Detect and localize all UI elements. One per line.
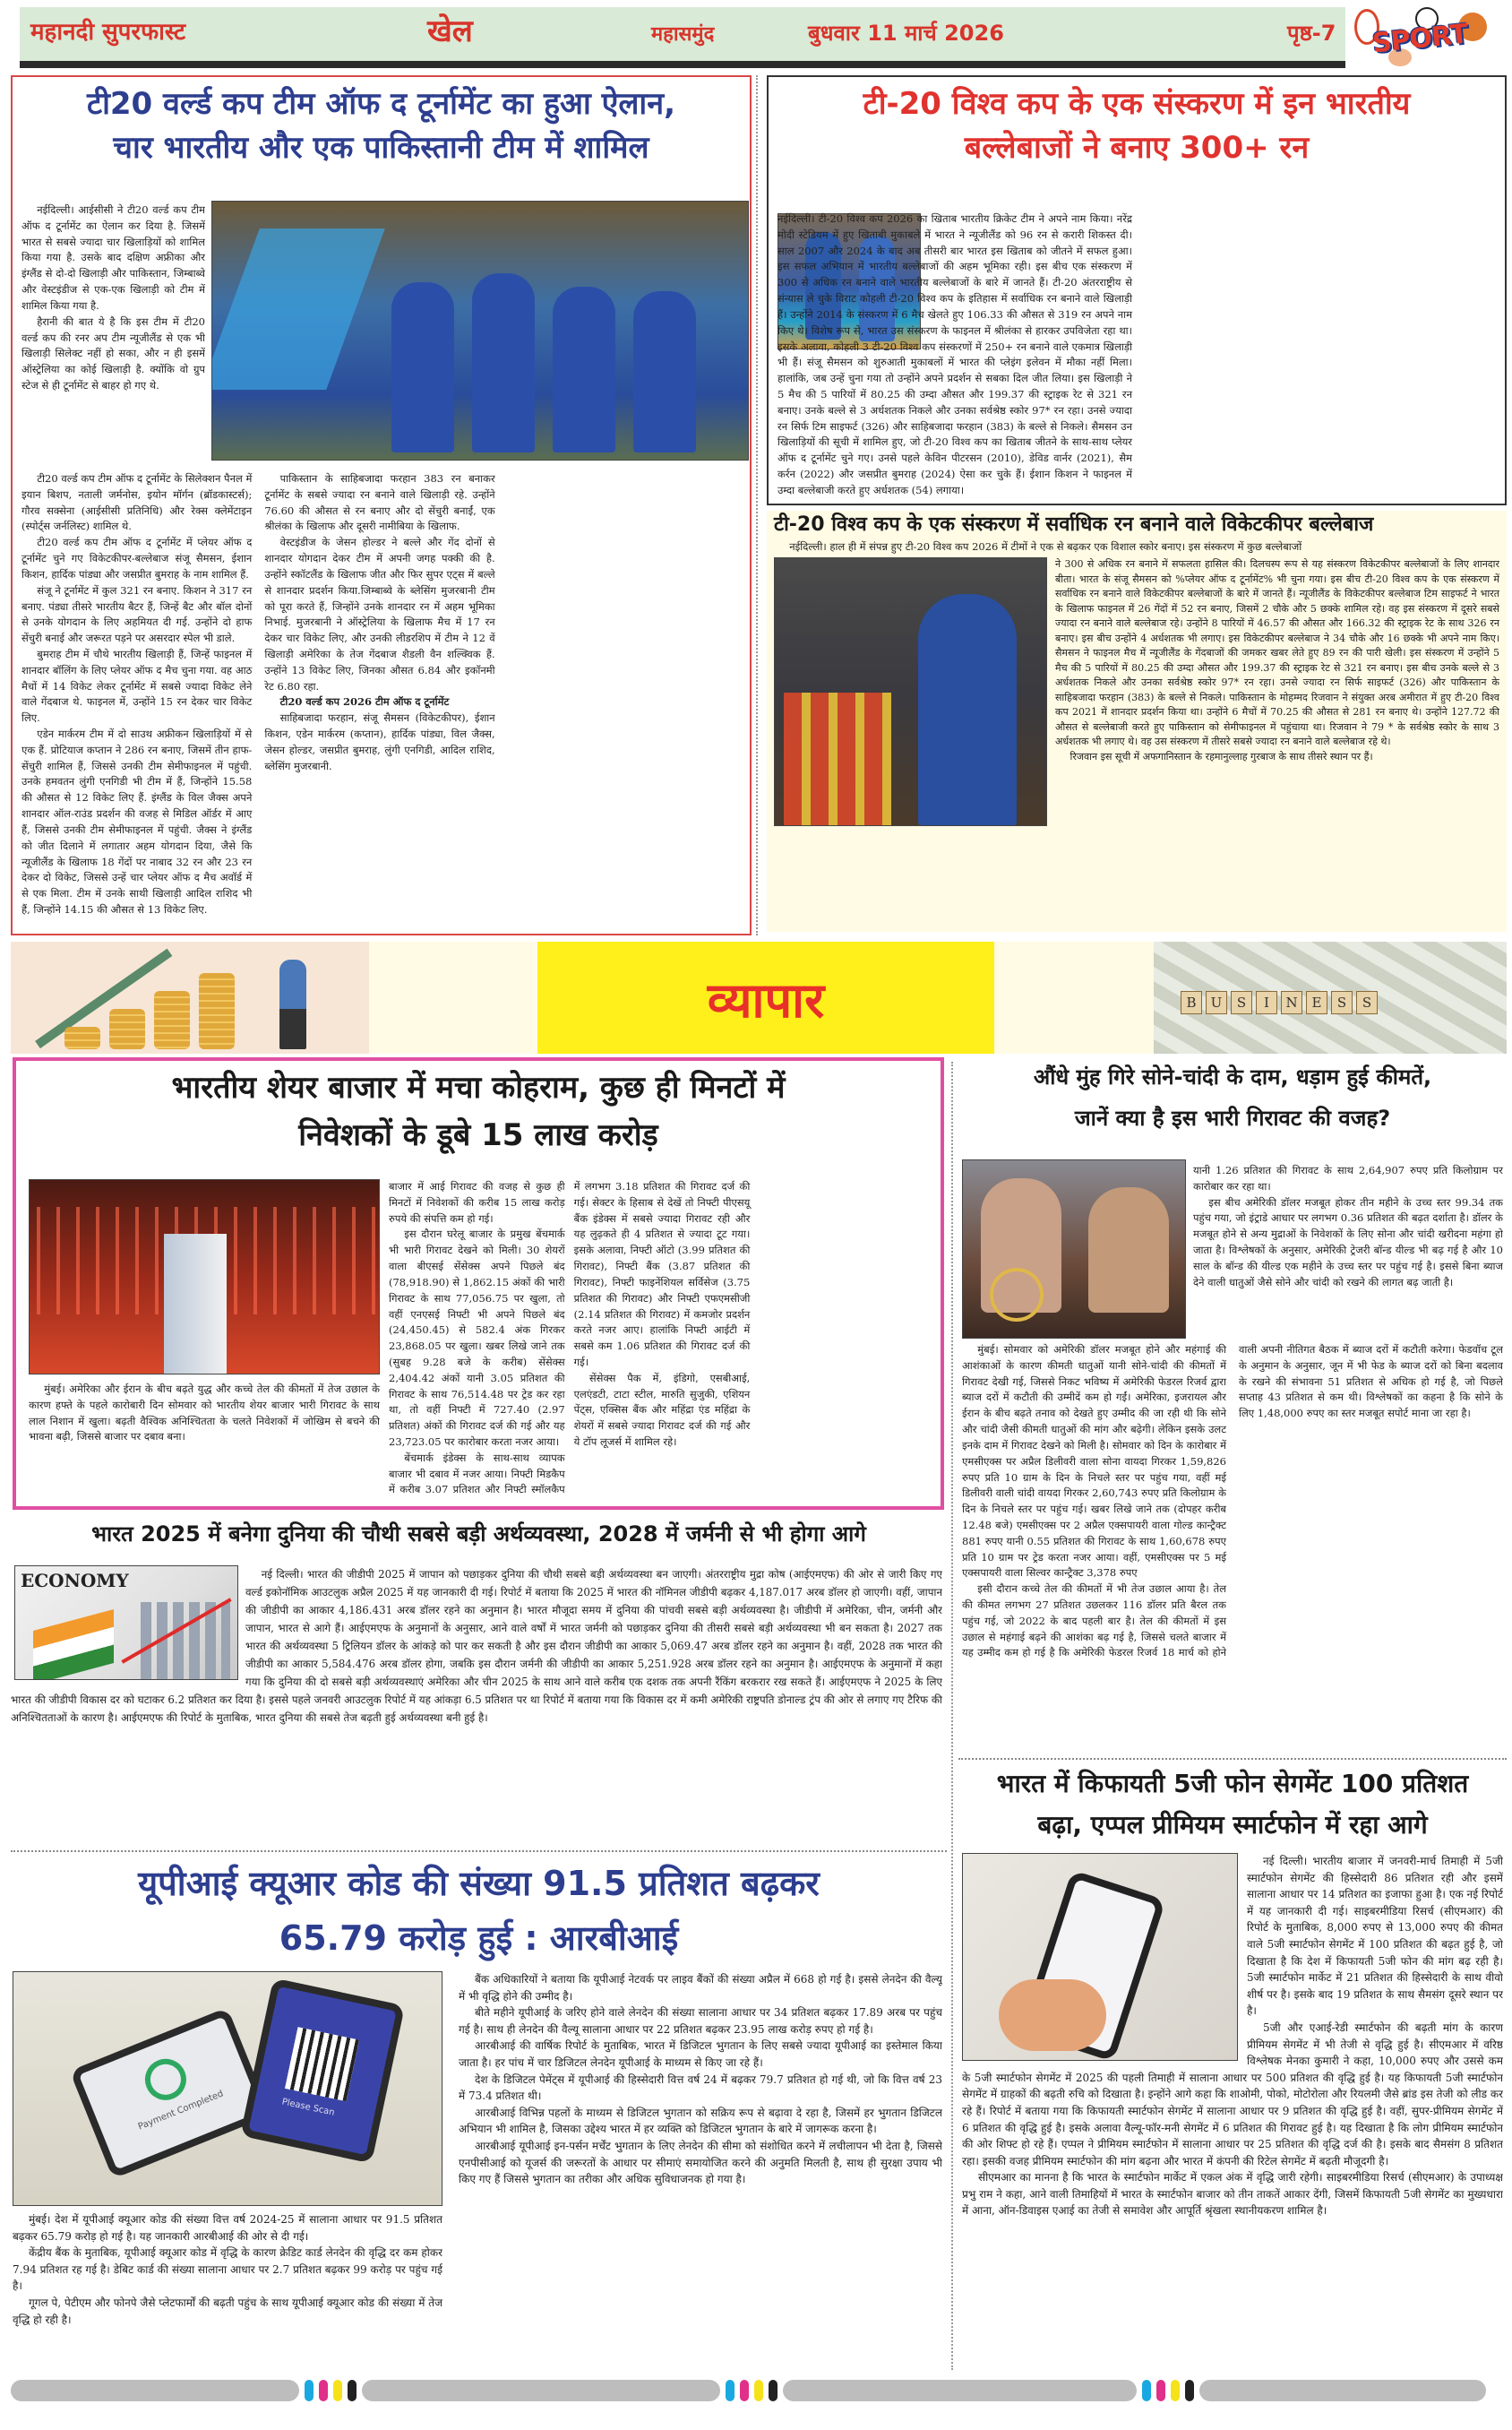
paragraph: ने 300 से अधिक रन बनाने में सफलता हासिल की। दिलचस्प रूप से यह संस्करण विकेटकीपर बल्लेबाजों के लिए शानदार बीता। भारत के संजू सैमसन को %प्लेयर ऑफ द टूर्नामेंट% भी चुना गया। इस बीच टी-20 विश्व कप के एक संस्करण में सर्वाधिक रन बनाने वाले विकेटकीपर बल्लेबाजों के बारे में जानते हैं। न्यूजीलैंड के विकेटकीपर बल्लेबाज टिम साइफर्ट ने भारत के खिलाफ फाइनल में 26 गेंदों में 52 रन बनाए, जिसमें 2 चौके और 5 छक्के शामिल रहे। वह इस संस्करण में दूसरे सबसे ज्यादा रन बनाने वाले बल्लेबाज रहे। उन्होंने 8 पारियों में 46.57 की औसत और 166.32 की स्ट्राइक रेट के साथ 326 रन बनाए। इस बीच उन्होंने 4 अर्धशतक भी लगाए। इस विकेटकीपर बल्लेबाज ने 34 चौके और 16 छक्के भी अपने नाम किए। सैमसन ने फाइनल मैच में न्यूजीलैंड के गेंदबाजों की जमकर खबर लेते हुए 89 रन की पारी खेली। इस संस्करण में उन्होंने 5 मैच की 5 पारियों में 80.25 की उम्दा औसत और 199.37 की स्ट्राइक रेट से 321 रन बनाए। इस बीच उनके बल्ले से 3 अर्धशतक निकले और उनका सर्वश्रेष्ठ स्कोर 97* रन रहा। उनसे ज्यादा रन सिर्फ साइफर्ट (326) और पाकिस्तान के साहिबजादा फरहान (383) के बल्ले से निकले। पाकिस्तान के मोहम्मद रिजवान ने संयुक्त अरब अमीरात में हुए टी-20 विश्व कप 2021 में शानदार प्रदर्शन किया था। उन्होंने 6 मैचों में 70.25 की औसत से 281 रन बनाए थे। उन्होंने 127.72 की औसत से बल्लेबाजी करते हुए पाकिस्तान को सेमीफाइनल में पहुंचाया था। रिजवान ने 79 * के सर्वश्रेष्ठ स्कोर के साथ 3 अर्धशतक भी लगाए थे। वह उस संस्करण में तीसरे सबसे ज्यादा रन बनाने वाले बल्लेबाज रहे थे। [1055, 558, 1499, 747]
article-5g-phones [958, 1763, 1507, 2359]
newspaper-name: महानदी सुपरफास्ट [30, 19, 186, 46]
black-mark [348, 2380, 357, 2401]
article-lead: मुंबई। अमेरिका और ईरान के बीच बढ़ते युद्ध और कच्चे तेल की कीमतों में तेज उछाल के कारण हफ्ते के पहले कारोबारी दिन सोमवार को भारतीय शेयर बाजार भारी गिरावट के साथ लाल निशान में खुला। बढ़ती वैश्विक अनिश्चितता के चलते निवेशकों में जोखिम से बचने की भावना बढ़ी, जिससे बाजार पर दबाव बना। [29, 1383, 380, 1443]
coins-growth-illustration [11, 942, 369, 1054]
photo-float-spacer [962, 1853, 1247, 2064]
registration-bar [783, 2380, 1137, 2401]
article-t20-team [11, 75, 752, 935]
article-economy [11, 1519, 947, 1850]
yellow-mark [754, 2380, 763, 2401]
players-figure [472, 273, 535, 452]
businessman-figure [279, 960, 306, 1049]
economy-label: ECONOMY [21, 1570, 129, 1591]
phone-qr-scan [240, 1978, 405, 2163]
paragraph: सीएमआर का मानना है कि भारत के स्मार्टफोन मार्केट में एकल अंक में वृद्धि जारी रहेगी। साइबरमीडिया रिसर्च (सीएमआर) के उपाध्यक्ष प्रभु राम ने कहा, आने वाली तिमाहियों में भारत के स्मार्टफोन बाजार को तीन ताकतें आकार देंगी, जिसमें किफायती 5जी सेगमेंट का मुख्यधारा में आना, ऑन-डिवाइस एआई का तेजी से समावेश और आपूर्ति श्रृंखला स्थानीयकरण शामिल है। [962, 2171, 1503, 2218]
team-celebration-photo [211, 201, 749, 461]
article-body [777, 211, 1499, 500]
article-headline [16, 1064, 941, 1159]
article-gold-silver [958, 1057, 1507, 1667]
sport-logo-text: SPORT [1370, 18, 1469, 60]
paragraph: यानी 1.26 प्रतिशत की गिरावट के साथ 2,64,907 रुपए प्रति किलोग्राम पर कारोबार कर रहा था। [1193, 1164, 1503, 1193]
article-headline [11, 1857, 947, 1966]
magenta-mark [319, 2380, 328, 2401]
paragraph: साहिबजादा फरहान, संजू सैमसन (विकेटकीपर), ईशान किशन, एडेन मार्करम (कप्तान), हार्दिक पांड्या, विल जैक्स, जेसन होल्डर, जसप्रीत बुमराह, लुंगी एनगिडी, आदिल राशिद, ब्लेसिंग मुजरबानी. [264, 711, 495, 772]
paragraph: टी20 वर्ल्ड कप 2026 टीम ऑफ द टूर्नामेंट [279, 695, 450, 709]
paragraph: पाकिस्तान के साहिबजादा फरहान 383 रन बनाकर टूर्नामेंट के सबसे ज्यादा रन बनाने वाले खिलाड़ी रहे. उन्होंने 76.60 की औसत से रन बनाए और दो सेंचुरी बनाईं, एक श्रीलंका के खिलाफ और दूसरी नामीबिया के खिलाफ. [264, 472, 495, 533]
section-divider [11, 1850, 947, 1852]
jewellery-shop-photo [962, 1159, 1186, 1339]
cyan-mark [726, 2380, 735, 2401]
paragraph: देश के डिजिटल पेमेंट्स में यूपीआई की हिस्सेदारी वित्त वर्ष 24 में बढ़कर 79.7 प्रतिशत हो गई थी, जो कि वित्त वर्ष 23 में 73.4 प्रतिशत थी। [459, 2072, 942, 2103]
article-body [11, 1565, 942, 1848]
column-divider [756, 75, 758, 935]
letter-tile: N [1281, 991, 1302, 1014]
headline-line: टी-20 विश्व कप के एक संस्करण में इन भारतीय [863, 86, 1411, 122]
paragraph: नई दिल्ली। भारतीय बाजार में जनवरी-मार्च तिमाही में 5जी स्मार्टफोन सेगमेंट की हिस्सेदारी 86 प्रतिशत रही और इसमें सालाना आधार पर 14 प्रतिशत का इजाफा हुआ है। एक नई रिपोर्ट में यह जानकारी दी गई। साइबरमीडिया रिसर्च (सीएमआर) की रिपोर्ट के मुताबिक, 8,000 रुपए से 13,000 रुपए की कीमत वाले 5जी स्मार्टफोन सेगमेंट में 100 प्रतिशत की बढ़त हुई है, जो दिखाता है कि देश में किफायती 5जी फोन की मांग बढ़ रही है। 5जी स्मार्टफोन मार्केट में 21 प्रतिशत की हिस्सेदारी के साथ वीवो शीर्ष पर है। इसके बाद 19 प्रतिशत के साथ सैमसंग दूसरे स्थान पर है। [1247, 1855, 1503, 2018]
players-figure [391, 282, 454, 452]
registration-bar [362, 2380, 720, 2401]
paragraph: बाजार में आई गिरावट की वजह से कुछ ही मिनटों में निवेशकों की करीब 15 लाख करोड़ रुपये की संपत्ति कम हो गई। [389, 1180, 565, 1225]
article-stock-market [13, 1057, 944, 1510]
paragraph: गूगल पे, पेटीएम और फोनपे जैसे प्लेटफार्मों की बढ़ती पहुंच के साथ यूपीआई क्यूआर कोड की संख्या में तेज वृद्धि हो रही है। [13, 2296, 442, 2326]
paragraph: रिजवान इस सूची में अफगानिस्तान के रहमानुल्लाह गुरबाज के साथ तीसरे स्थान पर हैं। [1070, 750, 1373, 763]
article-lead [13, 2211, 442, 2355]
paragraph: बुमराह टीम में चौथे भारतीय खिलाड़ी हैं, जिन्हें फाइनल में शानदार बॉलिंग के लिए प्लेयर ऑफ द मैच चुना गया. वह आठ मैचों में 14 विकेट लेकर टूर्नामेंट में सबसे ज्यादा विकेट लेने वाले गेंदबाज थे. फाइनल में, उन्होंने 15 रन देकर चार विकेट लिए. [21, 647, 253, 725]
headline-line: टी20 वर्ल्ड कप टीम ऑफ द टूर्नामेंट का हुआ ऐलान, [86, 86, 676, 122]
letter-tile: S [1231, 991, 1252, 1014]
article-body [21, 202, 205, 471]
section-divider [958, 1758, 1507, 1760]
article-body [459, 1971, 942, 2355]
headline-line: 65.79 करोड़ हुई : आरबीआई [279, 1917, 679, 1958]
yellow-mark [333, 2380, 342, 2401]
headline-line: निवेशकों के डूबे 15 लाख करोड़ [298, 1116, 658, 1153]
trophy-stage-graphic [211, 228, 385, 390]
coin-stack-icon [64, 1027, 100, 1049]
paragraph: इसी दौरान कच्चे तेल की कीमतों में भी तेज उछाल आया है। तेल की कीमत लगभग 27 प्रतिशत उछलकर 116 डॉलर प्रति बैरल तक पहुंच गई, जो 2022 के बाद पहली बार है। तेल की कीमतों में इस उछाल से महंगाई बढ़ने की आशंका बढ़ गई है, जिससे चलते बाजार में यह उम्मीद कम हो गई है कि अमेरिकी फेडरल रिजर्व 18 मार्च को होने वाली अपनी नीतिगत बैठक में ब्याज दरों में कटौती करेगा। फेडवॉच टूल के अनुमान के अनुसार, जून में भी फेड के ब्याज दरों को बिना बदलाव के रखने की संभावना 51 प्रतिशत से अधिक हो गई है, जो पिछले सप्ताह 43 प्रतिशत से कम थी। विश्लेषकों का कहना है कि सोने के लिए 1,48,000 रुपए का स्तर मजबूत सपोर्ट माना जा रहा है। [962, 1343, 1503, 1659]
paragraph: इस दौरान घरेलू बाजार के प्रमुख बेंचमार्क भी भारी गिरावट देखने को मिली। 30 शेयरों वाला बीएसई सेंसेक्स अपने पिछले बंद (78,918.90) से 1,862.15 अंकों की भारी गिरावट के साथ 77,056.75 पर खुला, तो वहीं एनएसई निफ्टी भी अपने पिछले बंद (24,450.45) से 582.4 अंक गिरकर 23,868.05 पर खुला। खबर लिखे जाने तक (सुबह 9.28 बजे के करीब) सेंसेक्स 2,404.42 अंकों यानी 3.05 प्रतिशत की गिरावट के साथ 76,514.48 पर ट्रेड कर रहा था, तो वहीं निफ्टी में 727.40 (2.97 प्रतिशत) अंकों की गिरावट दर्ज की गई और यह 23,723.05 पर कारोबार करता नजर आया। [389, 1228, 565, 1448]
paragraph: बेंचमार्क इंडेक्स के साथ-साथ व्यापक बाजार भी दबाव में नजर आया। निफ्टी मिडकैप में करीब 3.07 प्रतिशत और निफ्टी स्मॉलकैप में लगभग 3.18 प्रतिशत की गिरावट दर्ज की गई। सेक्टर के हिसाब से देखें तो निफ्टी पीएसयू बैंक इंडेक्स में सबसे ज्यादा गिरावट रही और यह लुढ़कते ही 4 प्रतिशत से ज्यादा टूट गया। इसके अलावा, निफ्टी ऑटो (3.99 प्रतिशत की गिरावट), निफ्टी बैंक (3.87 प्रतिशत की गिरावट), निफ्टी फाइनेंशियल सर्विसेज (3.75 प्रतिशत की गिरावट) और निफ्टी एफएमसीजी (2.14 प्रतिशत की गिरावट) में कमजोर प्रदर्शन करते नजर आए। हालांकि निफ्टी आईटी में सबसे कम 1.06 प्रतिशत की गिरावट दर्ज की गई। [389, 1180, 751, 1496]
paragraph: मुंबई। सोमवार को अमेरिकी डॉलर मजबूत होने और महंगाई की आशंकाओं के कारण कीमती धातुओं यानी सोने-चांदी की कीमतों में गिरावट देखी गई, जिससे निकट भविष्य में अमेरिकी फेडरल रिजर्व द्वारा ब्याज दरों में कटौती की उम्मीदें कम हो गईं। अमेरिका, इजरायल और ईरान के बीच बढ़ते तनाव को देखते हुए उम्मीद की जा रही थी कि सोने और चांदी जैसी कीमती धातुओं की मांग और बढ़ेगी। लेकिन इसके उलट इनके दाम में गिरावट देखने को मिली है। सोमवार को दिन के कारोबार में एमसीएक्स पर अप्रैल डिलीवरी वाला सोना वायदा गिरकर 1,59,826 रुपए प्रति 10 ग्राम के दिन के निचले स्तर पर पहुंच गया, वहीं मई डिलीवरी वाली चांदी वायदा गिरकर 2,60,743 रुपए प्रति किलोग्राम के दिन के निचले स्तर पर पहुंच गई। खबर लिखे जाने तक (दोपहर करीब 12.48 बजे) एमसीएक्स पर 2 अप्रैल एक्सपायरी वाला गोल्ड कान्ट्रैक्ट 881 रुपए यानी 0.55 प्रतिशत की गिरावट के साथ 1,60,678 रुपए प्रति 10 ग्राम पर ट्रेड करता नजर आया। वहीं, एमसीएक्स पर 5 मई एक्सपायरी वाला सिल्वर कान्ट्रैक्ट 3,378 रुपए [962, 1343, 1226, 1580]
paragraph: टी20 वर्ल्ड कप टीम ऑफ द टूर्नामेंट के सिलेक्शन पैनल में इयान बिशप, नताली जर्मनोस, इयोन मॉर्गन (ब्रॉडकास्टर्स); गौरव सक्सेना (आईसीसी प्रतिनिधि) और रेक्स क्लेमेंटाइन (स्पोर्ट्स जर्नलिस्ट) शामिल थे. [21, 472, 253, 533]
sport-logo [1353, 4, 1505, 68]
cyan-mark [305, 2380, 314, 2401]
article-body-columns [21, 471, 738, 928]
article-body [389, 1179, 935, 1507]
letter-tile: S [1331, 991, 1353, 1014]
photo-float-spacer [11, 1565, 245, 1682]
print-registration-strip [11, 2380, 1507, 2401]
paragraph: नईदिल्ली। आईसीसी ने टी20 वर्ल्ड कप टीम ऑफ द टूर्नामेंट का ऐलान कर दिया है. जिसमें भारत से सबसे ज्यादा चार खिलाड़ियों को शामिल किया गया है. उसके बाद दक्षिण अफ्रीका और इंग्लैंड से दो-दो खिलाड़ी और पाकिस्तान, जिम्बाब्वे और वेस्टइंडीज से एक-एक खिलाड़ी को टीम में शामिल किया गया है. [21, 203, 205, 312]
masthead-rule [20, 61, 1345, 68]
paragraph: आरबीआई की वार्षिक रिपोर्ट के मुताबिक, भारत में डिजिटल भुगतान के लिए सबसे ज्यादा यूपीआई का इस्तेमाल किया जाता है। हर पांच में चार डिजिटल लेनदेन यूपीआई के माध्यम से किए जा रहे हैं। [459, 2039, 942, 2069]
letter-tile: U [1206, 991, 1227, 1014]
headline-line: भारत में किफायती 5जी फोन सेगमेंट 100 प्रतिशत [996, 1769, 1469, 1798]
article-300-runs [767, 75, 1507, 505]
upi-payment-photo [13, 1971, 442, 2206]
paragraph: नईदिल्ली। टी-20 विश्व कप 2026 का खिताब भारतीय क्रिकेट टीम ने अपने नाम किया। नरेंद्र मोदी स्टेडियम में हुए खिताबी मुकाबले में भारत ने न्यूजीलैंड को 96 रन से करारी शिकस्त दी। साल 2007 और 2024 के बाद अब तीसरी बार भारत इस खिताब को जीतने में सफल हुआ। इस सफल अभियान में भारतीय बल्लेबाजों की अहम भूमिका रही। इस बीच एक संस्करण में 300 से अधिक रन बनाने वाले भारतीय बल्लेबाजों के बारे में जानते हैं। टी-20 अंतरराष्ट्रीय से संन्यास ले चुके विराट कोहली टी-20 विश्व कप के इतिहास में सर्वाधिक रन बनाने वाले खिलाड़ी हैं। उन्होंने 2014 के संस्करण में 6 मैच खेलते हुए 106.33 की औसत से 319 रन अपने नाम किए थे। विशेष रूप से, भारत उस संस्करण के फाइनल में श्रीलंका से हारकर उपविजेता रहा था। इसके अलावा, कोहली 3 टी-20 विश्व कप संस्करणों में 250+ रन बनाने वाले एकमात्र खिलाड़ी भी हैं। संजू सैमसन को शुरुआती मुकाबलों में भारत की प्लेइंग इलेवन में मौका नहीं मिला। हालांकि, जब उन्हें चुना गया तो उन्होंने अपने प्रदर्शन से सबका दिल जीत लिया। इस खिलाड़ी ने 5 मैच की 5 पारियों में 80.25 की उम्दा औसत और 199.37 की स्ट्राइक रेट से 321 रन बनाए। उनके बल्ले से 3 अर्धशतक निकले और उनका सर्वश्रेष्ठ स्कोर 97* रन रहा। उनसे ज्यादा रन सिर्फ टिम साइफर्ट (326) और साहिबजादा फरहान (383) के बल्ले से निकले। सैमसन उन खिलाड़ियों की सूची में शामिल हुए, जो टी-20 विश्व कप का खिताब जीतने के साथ-साथ प्लेयर ऑफ द टूर्नामेंट चुने गए। उनसे पहले केविन पीटरसन (2010), डेविड वार्नर (2021), सैम कर्रन (2022) और जसप्रीत बुमराह (2024) ऐसा कर चुके हैं। ईशान किशन ने फाइनल में उम्दा बल्लेबाजी करते हुए अर्धशतक (54) लगाया। [777, 212, 1132, 496]
cyan-mark [1142, 2380, 1151, 2401]
paragraph: इस बीच अमेरिकी डॉलर मजबूत होकर तीन महीने के उच्च स्तर 99.34 तक पहुंच गया, जो इंट्राडे आधार पर लगभग 0.36 प्रतिशत की बढ़त दर्शाता है। डॉलर के मजबूत होने से अन्य मुद्राओं के निवेशकों के लिए सोना और चांदी खरीदना महंगा हो जाता है। विश्लेषकों के अनुसार, अमेरिकी ट्रेजरी बॉन्ड यील्ड भी बढ़ गई है और 10 साल के बॉन्ड की यील्ड एक महीने के उच्च स्तर पर पहुंच गई है। इससे बिना ब्याज देने वाली धातुओं जैसे सोने और चांदी को रखने की लागत बढ़ जाती है। [1193, 1195, 1503, 1288]
qr-code-icon [285, 2027, 359, 2101]
woman-figure [1088, 1187, 1169, 1313]
paragraph: 5जी और एआई-रेडी स्मार्टफोन की बढ़ती मांग के कारण प्रीमियम सेगमेंट में भी तेजी से वृद्धि हुई है। सीएमआर में वरिष्ठ विश्लेषक मेनका कुमारी ने कहा, 10,000 रुपए और उससे कम के 5जी स्मार्टफोन सेगमेंट में 2025 की पहली तिमाही में सालाना आधार पर 500 प्रतिशत की वृद्धि हुई है। यह किफायती 5जी स्मार्टफोन सेगमेंट में ग्राहकों की बढ़ती रुचि को दिखाता है। इन्होंने आगे कहा कि शाओमी, पोको, मोटोरोला और रियलमी जैसे ब्रांड इस तेजी को लीड कर रहे हैं। रिपोर्ट में बताया गया कि किफायती स्मार्टफोन सेगमेंट में सालाना आधार पर 9 प्रतिशत की वृद्धि हुई है। वहीं, सुपर-प्रीमियम सेगमेंट में 6 प्रतिशत की वृद्धि हुई है। इसके अलावा वैल्यू-फॉर-मनी सेगमेंट में 6 प्रतिशत की गिरावट हुई है। यह दिखाता है कि लोग प्रीमियम स्मार्टफोन की ओर शिफ्ट हो रहे हैं। एप्पल ने प्रीमियम स्मार्टफोन में सालाना आधार पर 25 प्रतिशत की वृद्धि दर्ज की है। इसके बाद सैमसंग 8 प्रतिशत रहा। इसकी वजह प्रीमियम स्मार्टफोन की मांग बढ़ना और भारत में कंपनी की रिटेल सेगमेंट में बढ़ती मौजूदगी है। [962, 2021, 1503, 2167]
article-body [962, 1342, 1503, 1663]
article-upi-qr [11, 1857, 947, 2358]
paragraph: बैंक अधिकारियों ने बताया कि यूपीआई नेटवर्क पर लाइव बैंकों की संख्या अप्रैल में 668 हो गई है। इससे लेनदेन की वैल्यू में भी वृद्धि होने की उम्मीद है। [459, 1973, 942, 2003]
article-lead: नईदिल्ली। हाल ही में संपन्न हुए टी-20 विश्व कप 2026 में टीमों ने एक से बढ़कर एक विशाल स्कोर बनाए। इस संस्करण में कुछ बल्लेबाजों [789, 539, 1302, 553]
article-body-right [1193, 1163, 1503, 1339]
article-body [774, 557, 1499, 926]
paragraph: बीते महीने यूपीआई के जरिए होने वाले लेनदेन की संख्या सालाना आधार पर 34 प्रतिशत बढ़कर 17.89 अरब पर पहुंच गई है। साथ ही लेनदेन की वैल्यू सालाना आधार पर 22 प्रतिशत बढ़कर 23.95 लाख करोड़ रुपए हो गई है। [459, 2006, 942, 2036]
phone-payment-completed [70, 2007, 271, 2179]
coin-stack-icon [109, 1009, 145, 1049]
article-headline [958, 1057, 1507, 1139]
headline-line: बल्लेबाजों ने बनाए 300+ रन [964, 130, 1310, 167]
column-divider [951, 1062, 953, 2370]
paragraph: नई दिल्ली। भारत की जीडीपी 2025 में जापान को पछाड़कर दुनिया की चौथी सबसे बड़ी अर्थव्यवस्था बन जाएगी। अंतरराष्ट्रीय मुद्रा कोष (आईएमएफ) की ओर से जारी किए गए वर्ल्ड इकोनॉमिक आउटलुक अप्रैल 2025 में यह जानकारी दी गई। रिपोर्ट में बताया कि 2025 में भारत की नॉमिनल जीडीपी बढ़कर 4,187.017 अरब डॉलर हो जाएगी। वहीं, जापान की जीडीपी का आकार 4,186.431 अरब डॉलर रहने का अनुमान है। भारत मौजूदा समय में दुनिया की पांचवी सबसे बड़ी अर्थव्यवस्था है। जीडीपी में अमेरिका, चीन, जर्मनी और जापान, भारत से आगे हैं। आईएमएफ के अनुमानों के अनुसार, आने वाले वर्षों में भारत जर्मनी को पछाड़कर दुनिया की तीसरी सबसे बड़ी अर्थव्यवस्था भी बन सकता है। 2027 तक भारत की अर्थव्यवस्था 5 ट्रिलियन डॉलर के आंकड़े को पार कर सकती है और इस दौरान जीडीपी का आकार 5,069.47 अरब डॉलर रहने का अनुमान है। वहीं, 2028 तक भारत की जीडीपी का आकार 5,584.476 अरब डॉलर होगा, जबकि इस दौरान जर्मनी की जीडीपी का आकार 5,251.928 अरब डॉलर रहने का अनुमान है। आईएमएफ के अनुमानों में कहा गया कि दुनिया की दो सबसे बड़ी अर्थव्यवस्थाएं अमेरिका और चीन 2025 के साथ आने वाले करीब एक दशक तक अपनी रैंकिंग बरकरार रख सकते हैं। आईएमएफ ने 2025 के लिए भारत की जीडीपी विकास दर को घटाकर 6.2 प्रतिशत कर दिया है। इससे पहले जनवरी आउटलुक रिपोर्ट में यह आंकड़ा 6.5 प्रतिशत पर था रिपोर्ट में बताया गया कि विकास दर में कमी अमेरिकी राष्ट्रपति डोनाल्ड ट्रंप की ओर से लगाए गए टैरिफ की अनिश्चितताओं के कारण है। आईएमएफ की रिपोर्ट के मुताबिक, भारत दुनिया की सबसे तेज बढ़ती हुई अर्थव्यवस्था बनी हुई है। [11, 1568, 942, 1725]
registration-bar [1199, 2380, 1486, 2401]
business-title-text: व्यापार [707, 971, 825, 1029]
players-figure [553, 287, 615, 452]
black-mark [1185, 2380, 1194, 2401]
black-mark [769, 2380, 777, 2401]
registration-bar [11, 2380, 299, 2401]
bse-building-figure [164, 1234, 227, 1374]
paragraph: मुंबई। देश में यूपीआई क्यूआर कोड की संख्या वित्त वर्ष 2024-25 में सालाना आधार पर 91.5 प्रतिशत बढ़कर 65.79 करोड़ हो गई है। यह जानकारी आरबीआई की ओर से दी गई। [13, 2213, 442, 2243]
coin-stack-icon [199, 973, 235, 1049]
paragraph: सेंसेक्स पैक में, इंडिगो, एसबीआई, एलएंडटी, टाटा स्टील, मारुति सुजुकी, एशियन पेंट्स, एक्सिस बैंक और महिंद्रा एंड महिंद्रा के शेयरों में सबसे ज्यादा गिरावट दर्ज की गई और ये टॉप लूजर्स में शामिल रहे। [573, 1371, 751, 1448]
business-dollar-image [1154, 942, 1507, 1054]
scan-prompt-text: Please Scan [280, 2097, 336, 2118]
necklace-icon [990, 1268, 1044, 1322]
paragraph: हैरानी की बात ये है कि इस टीम में टी20 वर्ल्ड कप की रनर अप टीम न्यूजीलैंड से एक भी खिलाड़ी सिलेक्ट नहीं हो सका, और न ही इसमें ऑस्ट्रेलिया का कोई खिलाड़ी है. क्योंकि वो ग्रुप स्टेज से ही टूर्नामेंट से बाहर हो गए थे. [21, 315, 205, 392]
paragraph: आरबीआई विभिन्न पहलों के माध्यम से डिजिटल भुगतान को सक्रिय रूप से बढ़ावा दे रहा है, जिसमें हर भुगतान डिजिटल अभियान भी शामिल है, जिसका उद्देश्य भारत में हर व्यक्ति को डिजिटल भुगतान के बारे में जागरूक करना है। [459, 2106, 942, 2136]
paragraph: एडेन मार्करम टीम में दो साउथ अफ्रीकन खिलाड़ियों में से एक हैं. प्रोटियाज कप्तान ने 286 रन बनाए, जिसमें तीन हाफ-सेंचुरी शामिल हैं, जिससे उनकी टीम सेमीफाइनल में पहुंची. उनके हमवतन लुंगी एनगिडी भी टीम में हैं, जिन्होंने 15.58 की औसत से 12 विकेट लिए हैं. इंग्लैंड के विल जैक्स अपने शानदार ऑल-राउंड प्रदर्शन की वजह से मिडिल ऑर्डर में आए हैं, जिससे उनकी टीम सेमीफाइनल में पहुंची. जैक्स ने इंग्लैंड को जीत दिलाने में लगातार अहम योगदान दिया, जैसे कि न्यूजीलैंड के खिलाफ 18 गेंदों पर नाबाद 32 रन और 23 रन देकर दो विकेट, जिससे उन्हें चार प्लेयर ऑफ द मैच अवॉर्ड में से एक मिला. टीम में उनके साथी खिलाड़ी आदिल राशिद भी हैं, जिन्होंने 14.15 की औसत से 13 विकेट लिए. [21, 728, 253, 916]
payment-status-text: Payment Completed [136, 2089, 226, 2133]
paragraph: आरबीआई यूपीआई इन-पर्सन मर्चेंट भुगतान के लिए लेनदेन की सीमा को संशोधित करने में लचीलापन भी देता है, जिससे एनपीसीआई को यूजर्स की जरूरतों के आधार पर सीमाएं समायोजित करने की अनुमति मिलती है, साथ ही सुरक्षा उपाय भी किए गए हैं जिससे भुगतान का तरीका और अधिक सुविधाजनक हो गया है। [459, 2139, 942, 2186]
stock-crash-chart-photo [29, 1179, 380, 1374]
business-section-title [537, 942, 994, 1054]
article-wicketkeeper [767, 511, 1507, 932]
article-headline [769, 82, 1505, 171]
paragraph: संजू ने टूर्नामेंट में कुल 321 रन बनाए. किशन ने 317 रन बनाए. पंड्या तीसरे भारतीय बैटर हैं, जिन्हें बैट और बॉल दोनों से उनके योगदान के लिए अहमियत दी गई. उन्होंने दो हाफ सेंचुरी बनाई और जरूरत पड़ने पर असरदार स्पेल भी डाले. [21, 583, 253, 645]
coin-stack-icon [154, 991, 190, 1049]
players-figure [633, 291, 696, 452]
magenta-mark [1156, 2380, 1165, 2401]
paragraph: केंद्रीय बैंक के मुताबिक, यूपीआई क्यूआर कोड में वृद्धि के कारण क्रेडिट कार्ड लेनदेन की वृद्धि दर कम होकर 7.94 प्रतिशत रह गई है। डेबिट कार्ड की संख्या सालाना आधार पर 2.7 प्रतिशत बढ़कर 99 करोड़ पर पहुंच गई है। [13, 2246, 442, 2293]
letter-tile: S [1356, 991, 1378, 1014]
article-headline [13, 82, 750, 171]
headline-line: यूपीआई क्यूआर कोड की संख्या 91.5 प्रतिशत बढ़कर [138, 1864, 820, 1903]
headline-line: औंधे मुंह गिरे सोने-चांदी के दाम, धड़ाम हुई कीमतें, [1033, 1064, 1432, 1090]
letter-tile: I [1256, 991, 1277, 1014]
photo-float-spacer [774, 557, 1055, 826]
section-name: खेल [427, 13, 473, 49]
article-headline: टी-20 विश्व कप के एक संस्करण में सर्वाधिक रन बनाने वाले विकेटकीपर बल्लेबाज [774, 513, 1374, 536]
business-tiles [1181, 991, 1378, 1014]
article-headline: भारत 2025 में बनेगा दुनिया की चौथी सबसे बड़ी अर्थव्यवस्था, 2028 में जर्मनी से भी होगा आगे [91, 1521, 866, 1547]
letter-tile: E [1306, 991, 1327, 1014]
article-headline [958, 1763, 1507, 1846]
issue-date: बुधवार 11 मार्च 2026 [808, 21, 1004, 46]
headline-line: जानें क्या है इस भारी गिरावट की वजह? [1074, 1105, 1391, 1131]
page-number: पृष्ठ-7 [1287, 21, 1336, 46]
yellow-mark [1171, 2380, 1180, 2401]
growth-arrow-icon [35, 949, 172, 1048]
headline-line: चार भारतीय और एक पाकिस्तानी टीम में शामिल [113, 130, 649, 167]
headline-line: भारतीय शेयर बाजार में मचा कोहराम, कुछ ही मिनटों में [171, 1070, 786, 1106]
masthead [20, 7, 1345, 63]
magenta-mark [740, 2380, 749, 2401]
headline-line: बढ़ा, एप्पल प्रीमियम स्मार्टफोन में रहा आगे [1037, 1810, 1428, 1840]
edition-city: महासमुंद [651, 23, 715, 46]
paragraph: वेस्टइंडीज के जेसन होल्डर ने बल्ले और गेंद दोनों से शानदार योगदान देकर टीम में अपनी जगह पक्की की है. उन्होंने स्कॉटलैंड के खिलाफ जीत और फिर सुपर एट्स में बल्ले से शानदार प्रदर्शन किया.जिम्बाब्वे के ब्लेसिंग मुजरबानी टीम को पूरा करते हैं, जिन्होंने उनके शानदार रन में अहम भूमिका निभाई. मुजरबानी ने ऑस्ट्रेलिया के खिलाफ मैच में 17 रन देकर चार विकेट लिए, और उनकी लीडरशिप में टीम ने 12 वें खिलाड़ी अमेरिका के तेज गेंदबाज शैडली वैन शल्क्विक हैं. उन्होंने 13 विकेट लिए, जिनका औसत 6.84 और इकॉनमी रेट 6.80 रहा. [264, 536, 495, 693]
check-circle-icon [139, 2053, 193, 2107]
article-body [962, 1853, 1503, 2355]
letter-tile: B [1181, 991, 1202, 1014]
paragraph: टी20 वर्ल्ड कप टीम ऑफ द टूर्नामेंट में प्लेयर ऑफ द टूर्नामेंट चुने गए विकेटकीपर-बल्लेबाज संजू सैमसन, ईशान किशन, हार्दिक पांड्या और जसप्रीत बुमराह के नाम शामिल हैं. [21, 536, 253, 581]
